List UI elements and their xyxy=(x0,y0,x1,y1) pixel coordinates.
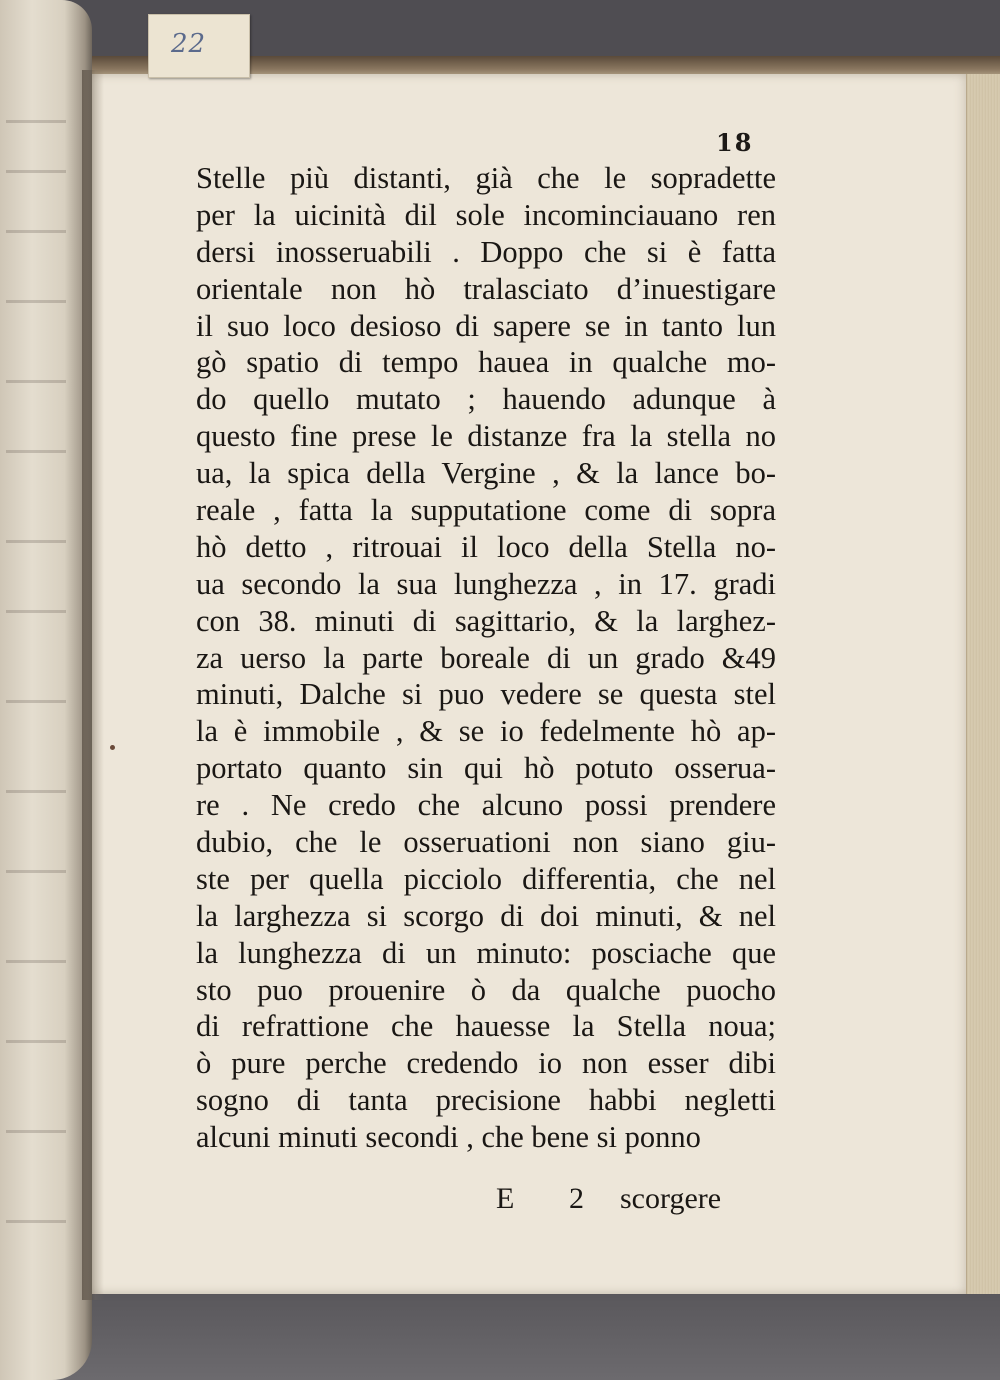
background-bottom xyxy=(0,1295,1000,1380)
signature-number: 2 xyxy=(569,1182,584,1215)
text-line: hò detto , ritrouai il loco della Stella no- xyxy=(196,529,776,564)
text-line: dersi inosseruabili . Doppo che si è fatta xyxy=(196,234,776,269)
catchword: scorgere xyxy=(620,1182,722,1215)
text-line: ste per quella picciolo differentia, che nel xyxy=(196,861,776,896)
text-line: gò spatio di tempo hauea in qualche mo- xyxy=(196,345,776,380)
book-fore-edge xyxy=(966,74,1000,1294)
text-line: minuti, Dalche si puo vedere se questa stel xyxy=(196,677,776,712)
library-call-tag xyxy=(148,14,250,78)
page-number: 18 xyxy=(716,128,754,157)
facing-page-left xyxy=(0,0,92,1380)
text-line: re . Ne credo che alcuno possi prendere xyxy=(196,788,776,823)
text-line: Stelle più distanti, già che le sopradette xyxy=(196,161,776,195)
text-line: con 38. minuti di sagittario, & la larghez- xyxy=(196,603,776,638)
ink-spot xyxy=(110,745,115,750)
text-line: alcuni minuti secondi , che bene si ponno xyxy=(196,1120,701,1155)
page-gutter-shadow xyxy=(82,70,104,1300)
signature-mark: E xyxy=(496,1182,515,1215)
text-line: la è immobile , & se io fedelmente hò ap- xyxy=(196,714,776,749)
text-line: la larghezza si scorgo di doi minuti, & nel xyxy=(196,898,776,933)
text-line: portato quanto sin qui hò potuto osserua- xyxy=(196,751,776,786)
text-line: reale , fatta la supputatione come di sopra xyxy=(196,493,776,528)
text-line: ò pure perche credendo io non esser dibi xyxy=(196,1046,776,1081)
text-line: orientale non hò tralasciato d’inuestigare xyxy=(196,271,776,306)
text-line: za uerso la parte boreale di un grado &49 xyxy=(196,640,776,675)
page-body-text xyxy=(196,160,776,1156)
text-line: do quello mutato ; hauendo adunque à xyxy=(196,382,776,417)
text-line: ua, la spica della Vergine , & la lance bo- xyxy=(196,456,776,491)
text-line: il suo loco desioso di sapere se in tanto lun xyxy=(196,308,776,343)
text-line: dubio, che le osseruationi non siano giu- xyxy=(196,825,776,860)
page-footer xyxy=(196,1182,776,1222)
text-line: sogno di tanta precisione habbi negletti xyxy=(196,1083,776,1118)
library-tag-label: 22 xyxy=(171,29,207,59)
text-line: la lunghezza di un minuto: posciache que xyxy=(196,935,776,970)
text-line: per la uicinità dil sole incominciauano ren xyxy=(196,197,776,232)
text-line: ua secondo la sua lunghezza , in 17. gradi xyxy=(196,566,776,601)
text-line: sto puo prouenire ò da qualche puocho xyxy=(196,972,776,1007)
text-line: questo fine prese le distanze fra la stella no xyxy=(196,419,776,454)
text-line: di refrattione che hauesse la Stella noua; xyxy=(196,1009,776,1044)
